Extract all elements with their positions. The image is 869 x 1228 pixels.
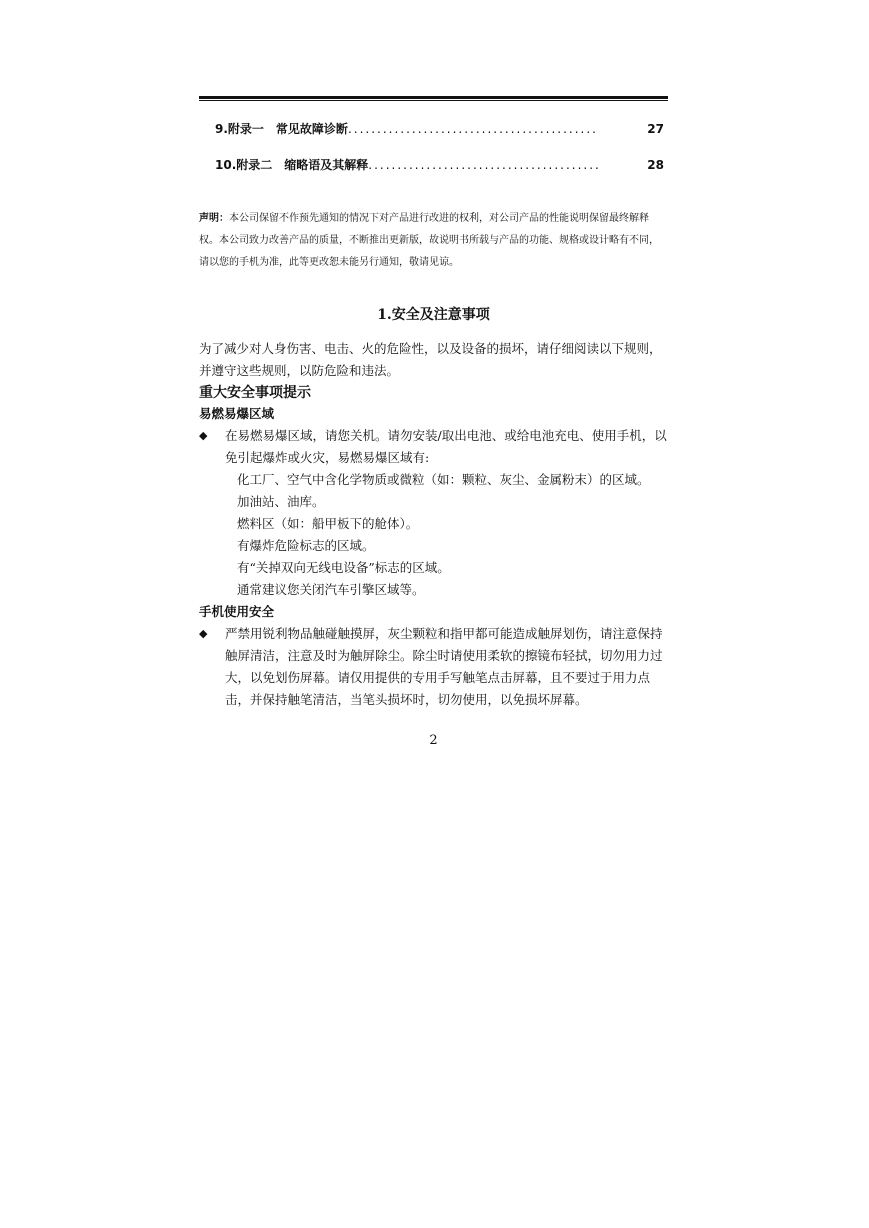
heading-phone-safety: 手机使用安全 [199,604,275,619]
toc-entry-appendix-1[interactable] [199,120,668,138]
toc-entry-number: 9.附录一 [215,122,264,136]
section-title: 1.安全及注意事项 [377,307,490,323]
header-rule-thin [199,100,668,101]
list-item: 有爆炸危险标志的区域。 [237,538,375,553]
list-item: 加油站、油库。 [237,494,325,509]
bullet-phone-safety [199,623,668,711]
table-of-contents [199,120,668,174]
declaration [199,208,668,274]
document-page [199,96,668,748]
toc-entry-page: 28 [647,158,664,172]
diamond-bullet-icon: ◆ [199,429,208,442]
bullet-flammable [199,425,668,469]
bullet-text: 严禁用锐利物品触碰触摸屏，灰尘颗粒和指甲都可能造成触屏划伤，请注意保持触屏清洁，注意及时为触屏除尘。除尘时请使用柔软的擦镜布轻拭，切勿用力过大，以免划伤屏幕。请仅用提供的专用手写触笔点击屏幕，且不要过于用力点击，并保持触笔清洁，当笔头损坏时，切勿使用，以免损坏屏幕。 [225,626,663,707]
toc-entry-number: 10.附录二 [215,158,273,172]
list-item: 燃料区（如：船甲板下的舱体）。 [237,516,419,531]
list-item: 化工厂、空气中含化学物质或微粒（如：颗粒、灰尘、金属粉末）的区域。 [237,472,650,487]
bullet-text: 在易燃易爆区域，请您关机。请勿安装/取出电池、或给电池充电、使用手机，以免引起爆炸或火灾，易燃易爆区域有: [225,428,667,465]
diamond-bullet-icon: ◆ [199,627,208,640]
header-rule-thick [199,96,668,99]
toc-leader-dots: ........................................... [347,122,598,136]
list-item: 有“关掉双向无线电设备”标志的区域。 [237,560,450,575]
declaration-text: 本公司保留不作预先通知的情况下对产品进行改进的权利，对公司产品的性能说明保留最终解释权。本公司致力改善产品的质量，不断推出更新版，故说明书所载与产品的功能、规格或设计略有不同，请以您的手机为准，此等更改恕未能另行通知，敬请见谅。 [199,213,659,268]
list-item: 通常建议您关闭汽车引擎区域等。 [237,582,425,597]
heading-flammable-areas: 易燃易爆区域 [199,406,275,421]
toc-leader-dots: ........................................ [368,158,601,172]
toc-entry-title: 常见故障诊断 [275,122,348,136]
page-number: 2 [429,733,438,748]
section-intro: 为了减少对人身伤害、电击、火的危险性，以及设备的损坏，请仔细阅读以下规则，并遵守这些规则，以防危险和违法。 [199,341,662,378]
major-heading: 重大安全事项提示 [199,385,311,401]
toc-entry-page: 27 [647,122,664,136]
toc-entry-title: 缩略语及其解释 [284,158,369,172]
declaration-label: 声明： [199,213,229,224]
toc-entry-appendix-2[interactable] [199,156,668,174]
